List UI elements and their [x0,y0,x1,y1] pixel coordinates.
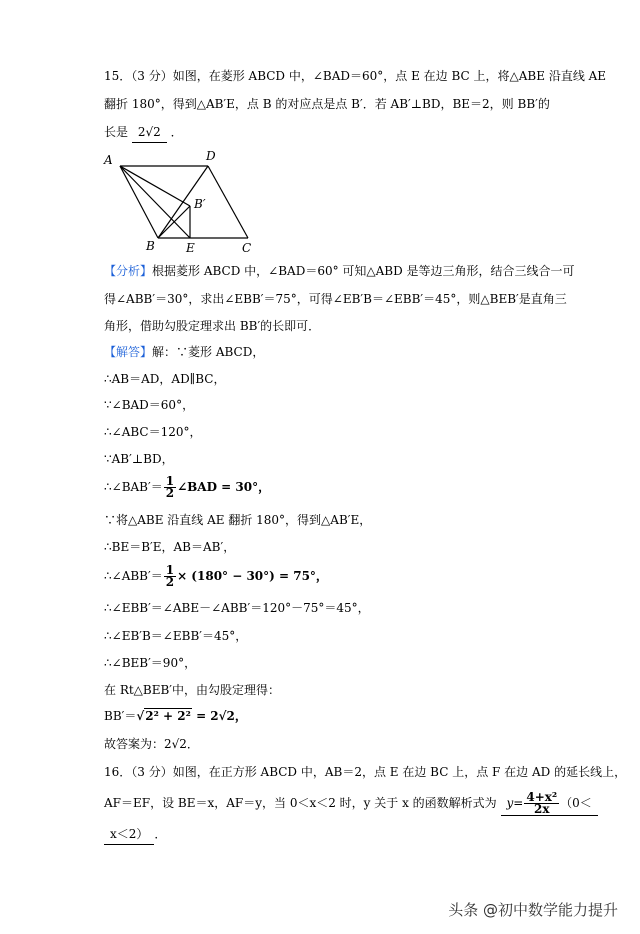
fraction-half-1-num: 1 [165,474,175,488]
solution-9-suffix: × (180° − 30°) = 75°， [177,569,328,583]
q16-line-2-prefix: AF＝EF，设 BE＝x，AF＝y，当 0＜x＜2 时，y 关于 x 的函数解析式为 [104,796,497,810]
q15-line-3-prefix: 长是 [104,125,129,139]
q16-answer-range-1: （0＜ [560,796,592,810]
fraction-half-2-den: 2 [165,575,175,589]
rhombus-figure [100,148,260,256]
fraction-half-2-num: 1 [165,563,175,577]
q16-range-blank: x＜2） [104,824,154,845]
q16-line-2 [104,792,598,816]
watermark: 头条 @初中数学能力提升 [448,901,618,919]
solution-line-9 [104,565,328,588]
q16-line-3 [104,824,166,845]
solution-6-suffix: ∠BAD = 30°， [177,480,271,494]
fraction-half-2 [164,565,176,588]
solution-line-2: ∴AB＝AD，AD∥BC， [104,372,226,386]
fraction-half-1-den: 2 [165,486,175,500]
fraction-half-1 [164,476,176,499]
label-A: A [104,153,113,167]
q16-line-1: 16．（3 分）如图，在正方形 ABCD 中，AB＝2，点 E 在边 BC 上，点 F 在边 AD 的延长线上， [104,765,627,779]
solution-line-15: 故答案为：2√2． [104,737,199,751]
solution-line-5: ∵AB′⊥BD， [104,452,174,466]
analysis-line-3: 角形，借助勾股定理求出 BB′的长即可． [104,319,321,333]
q16-answer-num: 4+x² [526,790,558,804]
q16-line-3-suffix: ． [154,827,167,841]
solution-line-10: ∴∠EBB′＝∠ABE－∠ABB′＝120°－75°＝45°， [104,601,370,615]
solution-line-12: ∴∠BEB′＝90°， [104,656,197,670]
solution-line-13: 在 Rt△BEB′中，由勾股定理得： [104,683,281,697]
label-Bp: B′ [194,197,206,211]
label-C: C [242,241,252,255]
solution-14-prefix: BB′＝ [104,709,137,723]
solution-line-11: ∴∠EB′B＝∠EBB′＝45°， [104,629,248,643]
solution-tag: 【解答】 [104,345,153,359]
q15-line-3 [104,122,183,143]
analysis-text-1: 根据菱形 ABCD 中，∠BAD＝60° 可知△ABD 是等边三角形，结合三线合一可 [152,264,575,278]
edge-DC [208,166,248,238]
q15-answer-blank: 2√2 [132,122,167,143]
solution-line-7: ∵将△ABE 沿直线 AE 翻折 180°，得到△AB′E， [104,513,372,527]
q16-answer-fraction [524,792,559,815]
solution-text-1: 解：∵菱形 ABCD， [152,345,265,359]
solution-14-suffix: = 2√2， [191,709,247,723]
q16-answer-blank [501,792,598,816]
segment-AE [120,166,190,238]
label-B: B [146,239,155,253]
solution-line-3: ∵∠BAD＝60°， [104,398,195,412]
q16-answer-y: y= [506,796,524,810]
label-D: D [206,149,216,163]
solution-line-8: ∴BE＝B′E，AB＝AB′， [104,540,236,554]
q15-line-2: 翻折 180°，得到△AB′E，点 B 的对应点是点 B′．若 AB′⊥BD，BE＝2，则 BB′的 [104,97,550,111]
solution-9-prefix: ∴∠ABB′＝ [104,569,163,583]
q15-line-3-suffix: ． [170,125,183,139]
analysis-line-2: 得∠ABB′＝30°，求出∠EBB′＝75°，可得∠EB′B＝∠EBB′＝45°，则△BEB′是直角三 [104,292,567,306]
analysis-line-1 [104,261,575,281]
analysis-tag: 【分析】 [104,264,153,278]
label-E: E [186,241,195,255]
q15-line-1: 15．（3 分）如图，在菱形 ABCD 中，∠BAD＝60°，点 E 在边 BC 上，将△ABE 沿直线 AE [104,69,607,83]
sqrt-radicand: 2² + 2² [145,709,191,723]
q16-answer-den: 2x [534,802,550,816]
solution-line-4: ∴∠ABC＝120°， [104,425,202,439]
solution-line-14: BB′＝√2² + 2² = 2√2， [104,709,247,723]
solution-line-6 [104,476,270,499]
solution-line-1 [104,342,264,362]
solution-6-prefix: ∴∠BAB′＝ [104,480,163,494]
